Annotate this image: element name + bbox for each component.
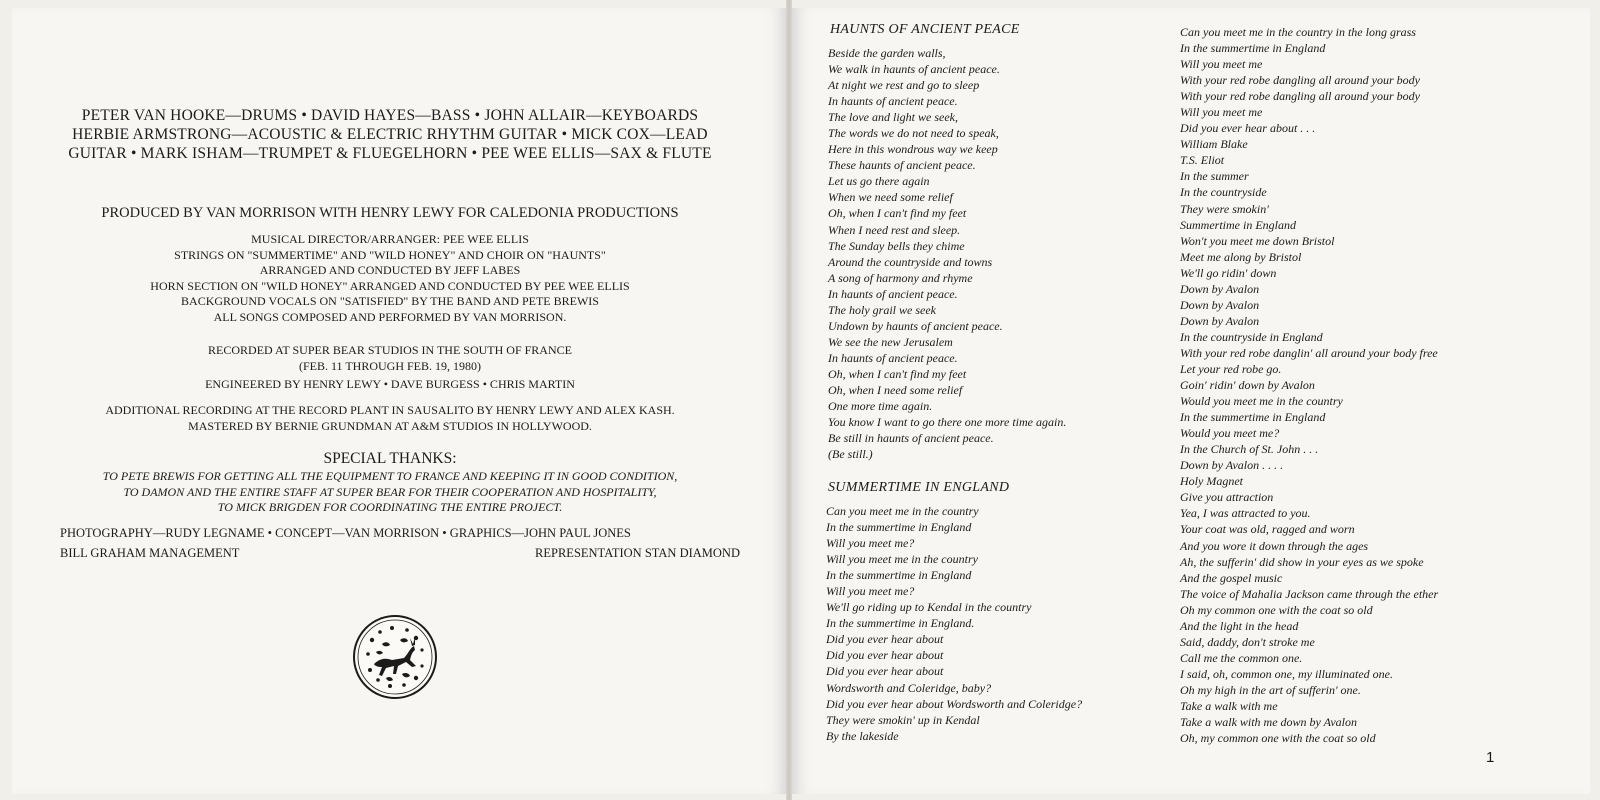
lyric-line: Can you meet me in the country in the long grass <box>1180 25 1416 39</box>
lyric-line: Did you ever hear about . . . <box>1180 121 1316 136</box>
song-title-summertime: SUMMERTIME IN ENGLAND <box>828 480 1010 495</box>
special-thanks <box>40 469 740 516</box>
lyric-line: In the summer <box>1180 169 1249 184</box>
lyric-line: When I need rest and sleep. <box>828 222 961 237</box>
booklet-spine <box>786 0 792 800</box>
bleed-through-text <box>1080 28 1083 44</box>
additional-credits <box>40 403 740 434</box>
lyric-line: Said, daddy, don't stroke me <box>1180 634 1315 649</box>
lyric-line: Will you meet me <box>1180 105 1263 120</box>
lyric-line: Let us go there again <box>828 174 930 189</box>
lyric-line: In the countryside <box>1180 185 1267 200</box>
lyric-line: Will you meet me in the country <box>826 552 978 567</box>
lyric-line: Can you meet me in the country <box>826 504 979 518</box>
lyric-line: Holy Magnet <box>1180 474 1243 489</box>
lyrics-summertime <box>826 503 1082 744</box>
lyric-line: William Blake <box>1180 137 1248 152</box>
page-number: 1 <box>1486 749 1495 766</box>
lyric-line: Be still in haunts of ancient peace. <box>828 431 994 446</box>
lyric-line: Ah, the sufferin' did show in your eyes as we spoke <box>1180 554 1424 569</box>
thanks-line: TO PETE BREWIS FOR GETTING ALL THE EQUIPMENT TO FRANCE AND KEEPING IT IN GOOD CONDITION, <box>102 469 678 483</box>
credit-line: STRINGS ON "SUMMERTIME" AND "WILD HONEY" AND CHOIR ON "HAUNTS" <box>174 247 606 262</box>
lyric-line: Summertime in England <box>1180 217 1296 232</box>
lyric-line: Undown by haunts of ancient peace. <box>828 318 1003 333</box>
lyric-line: In haunts of ancient peace. <box>828 350 958 365</box>
lyric-line: These haunts of ancient peace. <box>828 158 976 173</box>
lyric-line: Down by Avalon <box>1180 313 1260 328</box>
lyric-line: And the gospel music <box>1180 570 1283 585</box>
credit-line: ADDITIONAL RECORDING AT THE RECORD PLANT IN SAUSALITO BY HENRY LEWY AND ALEX KASH. <box>105 403 675 417</box>
credit-line: (FEB. 11 THROUGH FEB. 19, 1980) <box>298 358 481 373</box>
lyric-line: Will you meet me? <box>826 536 915 551</box>
lyric-line: In haunts of ancient peace. <box>828 94 958 109</box>
credit-line: ALL SONGS COMPOSED AND PERFORMED BY VAN MORRISON. <box>213 309 567 324</box>
lyric-line: The holy grail we seek <box>828 302 936 317</box>
produced-by: PRODUCED BY VAN MORRISON WITH HENRY LEWY FOR CALEDONIA PRODUCTIONS <box>101 205 679 221</box>
special-thanks-heading: SPECIAL THANKS: <box>323 450 457 467</box>
lyric-line: And you wore it down through the ages <box>1180 538 1369 553</box>
lyric-line: Would you meet me in the country <box>1180 394 1343 409</box>
musician-credits <box>40 106 740 163</box>
lyric-line: They were smokin' <box>1180 201 1269 216</box>
lyrics-haunts <box>828 45 1066 462</box>
lyric-line: The Sunday bells they chime <box>828 238 965 253</box>
lyric-line: Oh my common one with the coat so old <box>1180 602 1373 617</box>
photo-concept-credits <box>60 526 740 541</box>
lyric-line: Down by Avalon . . . . <box>1180 458 1284 473</box>
lyric-line: Did you ever hear about Wordsworth and Coleridge? <box>826 696 1083 711</box>
lyric-line: We walk in haunts of ancient peace. <box>828 62 1000 77</box>
management-credits <box>60 546 740 561</box>
lyric-line: In haunts of ancient peace. <box>828 286 958 301</box>
lyric-line: Take a walk with me <box>1180 698 1278 713</box>
thanks-line: TO DAMON AND THE ENTIRE STAFF AT SUPER BEAR FOR THEIR COOPERATION AND HOSPITALITY, <box>123 484 657 499</box>
lyric-line: Your coat was old, ragged and worn <box>1180 522 1355 537</box>
credit-line: MASTERED BY BERNIE GRUNDMAN AT A&M STUDIOS IN HOLLYWOOD. <box>188 418 592 433</box>
lyric-line: The voice of Mahalia Jackson came through the ether <box>1180 586 1439 601</box>
lyric-line: We'll go ridin' down <box>1180 265 1277 280</box>
lyric-line: Down by Avalon <box>1180 281 1260 296</box>
engineer-credits: ENGINEERED BY HENRY LEWY • DAVE BURGESS • CHRIS MARTIN <box>205 377 575 391</box>
lyric-line: I said, oh, common one, my illuminated one. <box>1180 666 1393 681</box>
lyric-line: In the summertime in England <box>826 568 972 583</box>
lyric-line: Oh, when I can't find my feet <box>828 206 967 221</box>
lyric-line: (Be still.) <box>828 447 873 462</box>
lyric-line: When we need some relief <box>828 190 953 205</box>
lyric-line: You know I want to go there one more time again. <box>828 415 1067 430</box>
lyric-line: Around the countryside and towns <box>828 254 993 269</box>
credit-line: ARRANGED AND CONDUCTED BY JEFF LABES <box>259 263 521 278</box>
song-title-haunts: HAUNTS OF ANCIENT PEACE <box>830 22 1020 37</box>
management: BILL GRAHAM MANAGEMENT <box>60 546 240 560</box>
lyric-line: Wordsworth and Coleridge, baby? <box>826 680 992 695</box>
lyric-line: The love and light we seek, <box>828 110 958 125</box>
lyric-line: Did you ever hear about <box>826 664 944 679</box>
lyric-line: Did you ever hear about <box>826 648 944 663</box>
lyric-line: We see the new Jerusalem <box>828 334 953 349</box>
lyric-line: In the countryside in England <box>1180 329 1323 344</box>
lyric-line: Down by Avalon <box>1180 297 1260 312</box>
deer-seal-icon <box>352 614 438 700</box>
lyric-line: In the summertime in England <box>1180 41 1326 56</box>
lyric-line: With your red robe dangling all around your body <box>1180 89 1420 104</box>
credit-line: RECORDED AT SUPER BEAR STUDIOS IN THE SOUTH OF FRANCE <box>208 343 572 357</box>
lyric-line: At night we rest and go to sleep <box>828 78 980 93</box>
lyric-line: Meet me along by Bristol <box>1180 249 1302 264</box>
credit-line: HORN SECTION ON "WILD HONEY" ARRANGED AND CONDUCTED BY PEE WEE ELLIS <box>150 278 630 293</box>
lyric-line: Oh, when I can't find my feet <box>828 366 967 381</box>
lyric-line: By the lakeside <box>826 728 899 743</box>
lyric-line: Let your red robe go. <box>1180 361 1282 376</box>
lyric-line: Oh my high in the art of sufferin' one. <box>1180 682 1361 697</box>
musician-line: PETER VAN HOOKE—DRUMS • DAVID HAYES—BASS • JOHN ALLAIR—KEYBOARDS <box>81 107 699 124</box>
credit-line: MUSICAL DIRECTOR/ARRANGER: PEE WEE ELLIS <box>251 232 529 246</box>
musician-line: GUITAR • MARK ISHAM—TRUMPET & FLUEGELHORN • PEE WEE ELLIS—SAX & FLUTE <box>68 145 712 162</box>
lyric-line: Give you attraction <box>1180 490 1274 505</box>
lyric-line: Oh, my common one with the coat so old <box>1180 731 1376 746</box>
arrangement-credits <box>40 232 740 326</box>
lyric-line: They were smokin' up in Kendal <box>826 712 980 727</box>
lyric-line: In the summertime in England. <box>826 616 975 631</box>
lyrics-summertime-continued <box>1180 24 1438 746</box>
lyric-line: With your red robe danglin' all around your body free <box>1180 345 1438 360</box>
lyric-line: Beside the garden walls, <box>828 46 946 60</box>
lyric-line: And the light in the head <box>1180 618 1299 633</box>
thanks-line: TO MICK BRIGDEN FOR COORDINATING THE ENTIRE PROJECT. <box>217 500 563 515</box>
representation: REPRESENTATION STAN DIAMOND <box>535 546 740 560</box>
lyric-line: Goin' ridin' down by Avalon <box>1180 378 1315 393</box>
lyric-line: Will you meet me <box>1180 57 1263 72</box>
musician-line: HERBIE ARMSTRONG—ACOUSTIC & ELECTRIC RHYTHM GUITAR • MICK COX—LEAD <box>72 126 708 143</box>
lyric-line: Won't you meet me down Bristol <box>1180 233 1335 248</box>
lyric-line: Will you meet me? <box>826 584 915 599</box>
lyric-line: Oh, when I need some relief <box>828 382 963 397</box>
lyric-line: T.S. Eliot <box>1180 153 1225 168</box>
lyric-line: Here in this wondrous way we keep <box>828 142 998 157</box>
lyric-line: Call me the common one. <box>1180 650 1303 665</box>
lyric-line: With your red robe dangling all around your body <box>1180 73 1420 88</box>
lyric-line: In the summertime in England <box>826 520 972 535</box>
lyric-line: In the Church of St. John . . . <box>1180 442 1319 457</box>
lyric-line: Would you meet me? <box>1180 426 1280 441</box>
lyric-line: Did you ever hear about <box>826 632 944 647</box>
credit-line: BACKGROUND VOCALS ON "SATISFIED" BY THE BAND AND PETE BREWIS <box>181 294 599 309</box>
credit-line: PHOTOGRAPHY—RUDY LEGNAME • CONCEPT—VAN MORRISON • GRAPHICS—JOHN PAUL JONES <box>60 526 631 540</box>
lyric-line: We'll go riding up to Kendal in the country <box>826 600 1032 615</box>
lyric-line: One more time again. <box>828 399 933 414</box>
lyric-line: In the summertime in England <box>1180 410 1326 425</box>
lyric-line: Yea, I was attracted to you. <box>1180 506 1311 521</box>
lyric-line: A song of harmony and rhyme <box>828 270 973 285</box>
lyric-line: The words we do not need to speak, <box>828 126 999 141</box>
recording-credits <box>40 343 740 374</box>
lyric-line: Take a walk with me down by Avalon <box>1180 715 1357 730</box>
